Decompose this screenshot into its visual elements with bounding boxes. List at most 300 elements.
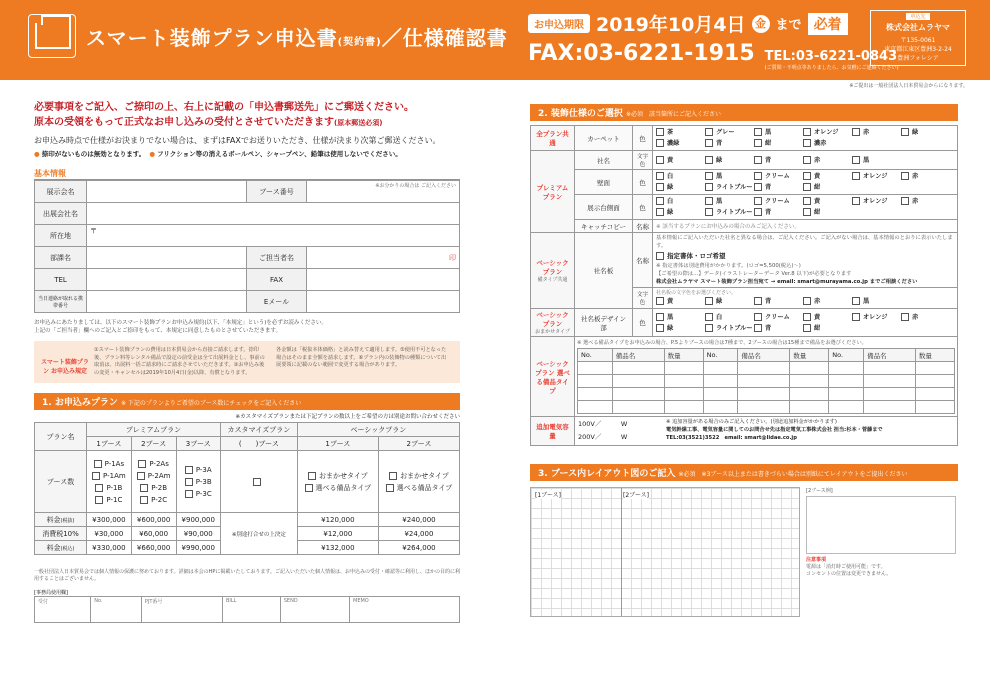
color-opt: 黄: [814, 313, 821, 321]
checkbox[interactable]: [754, 324, 762, 332]
elec-note-3: TEL:03(3521)3522 email: smart@lidae.co.jp: [666, 435, 797, 441]
checkbox[interactable]: [852, 297, 860, 305]
email-label: Eメール: [247, 291, 307, 313]
address-label: 所在地: [35, 225, 87, 247]
checkbox[interactable]: [656, 183, 664, 191]
page-title: スマート装飾プラン申込書(契約書)／仕様確認書: [86, 25, 508, 50]
sample-diagram: [806, 496, 956, 554]
design-color-label: 色: [633, 309, 653, 337]
checkbox[interactable]: [253, 478, 261, 486]
checkbox[interactable]: [656, 297, 664, 305]
checkbox[interactable]: [705, 313, 713, 321]
opt-basic1-omakase: おまかせタイプ: [319, 471, 368, 480]
fee-p2: ¥600,000: [131, 513, 176, 527]
section3-note: ※必須 ※3ブース以上または書きづらい場合は別紙にてレイアウトをご提出ください: [678, 471, 908, 478]
tel-note: (ご質問・不明点等ありましたら、お気軽にご連絡ください): [764, 65, 899, 71]
right-panel: [530, 100, 958, 617]
catch-field[interactable]: [653, 220, 958, 233]
checkbox[interactable]: [901, 172, 909, 180]
elec-100v-field[interactable]: 100V／ W: [578, 420, 628, 428]
color-opt: グレー: [716, 129, 735, 136]
opt-p1b: P-1B: [106, 483, 123, 492]
tel-label: TEL: [35, 269, 87, 291]
checkbox[interactable]: [389, 472, 397, 480]
basic-1booth: 1ブース: [297, 437, 378, 451]
color-opt: 緑: [716, 298, 723, 305]
design-colors: [653, 309, 958, 337]
color-opt: ライトブルー: [716, 324, 753, 332]
layout-grid[interactable]: [530, 487, 800, 617]
checkbox[interactable]: [754, 128, 762, 136]
col-item: 備品名: [738, 349, 790, 362]
section1-bar: [34, 393, 460, 410]
sign-note: 基本情報にご記入いただいた社名と異なる場合は、ご記入ください。ご記入がない場合は、基本情報のとおりに表示いたします。: [656, 235, 953, 249]
opt-p2b: P-2B: [151, 483, 168, 492]
premium-3-options: [176, 451, 220, 513]
color-opt: 赤: [912, 198, 919, 205]
color-opt: 赤: [814, 156, 821, 164]
checkbox[interactable]: [656, 172, 664, 180]
office-send: SEND: [280, 597, 349, 623]
booth-note: ※お分かりの場合は ご記入ください: [375, 183, 456, 189]
checkbox[interactable]: [138, 460, 146, 468]
postal: 〒135-0061: [900, 37, 936, 44]
color-opt: 青: [765, 298, 772, 305]
office-table: [34, 596, 460, 623]
elec-200v-field[interactable]: 200V／ W: [578, 433, 628, 441]
total-b1: ¥132,000: [297, 541, 378, 555]
checkbox[interactable]: [140, 496, 148, 504]
color-opt: 白: [667, 173, 674, 180]
intro-fax: お申込み時点で仕様がお決まりでない場合は、まずはFAXでお送りいただき、仕様が決まり次第ご郵送ください。: [34, 136, 441, 145]
color-opt: 紺: [765, 140, 772, 147]
color-opt: 赤: [912, 173, 919, 180]
terms-col-1: ①スマート装飾プランの費用は日本貿易会から直接ご請求します。捺印後、プラン料等レンタル備品で設定の前受金は全て出展料金とし、事前の取消は、出展料一括ご請求時にご請求させていただきます。③お申込み後の変更・キャンセルは2019年10月4日(金)以降、有償となります。: [94, 347, 265, 376]
checkbox[interactable]: [852, 128, 860, 136]
catch-label: キャッチコピー: [575, 220, 633, 233]
address-field[interactable]: [87, 225, 460, 247]
color-opt: 赤: [814, 298, 821, 305]
agreement-note: [34, 319, 460, 335]
office-bill: BILL: [222, 597, 280, 623]
checkbox[interactable]: [185, 466, 193, 474]
checkbox[interactable]: [803, 297, 811, 305]
checkbox[interactable]: [656, 197, 664, 205]
section3-title: 3. ブース内レイアウト図のご記入: [538, 469, 676, 479]
fax-number: FAX:03-6221-1915: [528, 41, 755, 66]
header-left: [28, 14, 508, 58]
color-opt: クリーム: [765, 198, 790, 205]
terms-box: [34, 341, 460, 383]
color-opt: 黄: [814, 198, 821, 205]
checkbox[interactable]: [754, 156, 762, 164]
color-opt: 青: [765, 324, 772, 332]
office-pjt: PJT番号: [141, 597, 222, 623]
checkbox[interactable]: [754, 297, 762, 305]
checkbox[interactable]: [803, 324, 811, 332]
sign-field[interactable]: [653, 233, 958, 288]
color-opt: ライトブルー: [716, 209, 753, 216]
basic-header: ベーシックプラン: [297, 423, 459, 437]
plan-name-header: プラン名: [35, 423, 87, 451]
dept-field[interactable]: [87, 247, 247, 269]
basic-2booth: 2ブース: [378, 437, 459, 451]
terms-title: スマート装飾プラン お申込み規定: [41, 359, 89, 375]
privacy-note: 一般社団法人日本貿易会では個人情報の保護に努めております。詳細は本会のHPに掲載いたしております。ご記入いただいた個人情報は、お申込みの受付・確認等に利用し、ほかの目的に利用することはございません。: [34, 569, 460, 582]
table-row[interactable]: [578, 401, 955, 414]
company-name: 株式会社ムラヤマ: [886, 23, 950, 32]
premium-1booth: 1ブース: [87, 437, 132, 451]
tax-b1: ¥12,000: [297, 527, 378, 541]
grid-1booth-label: [1ブース]: [535, 492, 562, 499]
checkbox[interactable]: [185, 490, 193, 498]
choose-cell: [575, 337, 958, 417]
exhibitor-label: 展示会名: [35, 181, 87, 203]
checkbox[interactable]: [656, 139, 664, 147]
checkbox[interactable]: [803, 208, 811, 216]
deadline-day: 金: [752, 15, 770, 33]
seal-mark: 印: [449, 253, 456, 262]
plan-table: [34, 422, 460, 555]
agreement-note-2: 上記の「ご担当者」欄へのご記入とご捺印をもって、本規定に同意したものとさせていただきます。: [34, 328, 281, 334]
color-opt: 茶: [667, 129, 674, 136]
checkbox[interactable]: [803, 128, 811, 136]
checkbox[interactable]: [656, 128, 664, 136]
col-no: No.: [829, 349, 864, 362]
choose-note: ※ 選べる備品タイプをお申込みの場合、P.5よりブースの場合は7種まで、2ブースの場合は15種まで備品をお選びください。: [577, 340, 867, 346]
checkbox[interactable]: [656, 208, 664, 216]
color-opt: 赤: [863, 129, 870, 136]
deadline-tag: お申込期限: [528, 14, 590, 33]
col-qty: 数量: [664, 349, 703, 362]
left-panel: [34, 100, 460, 623]
checkbox[interactable]: [185, 478, 193, 486]
premium-2-options: [131, 451, 176, 513]
sign-colors: [653, 288, 958, 309]
premium-1-options: [87, 451, 132, 513]
sign-text-color-label: 文字色: [633, 288, 653, 309]
opt-basic2-select: 選べる備品タイプ: [396, 483, 453, 492]
font-note-2: 【ご希望の際は…】データ(イラストレーターデータ Ver.8 以下)が必要となります: [656, 271, 852, 277]
checkbox[interactable]: [137, 472, 145, 480]
checkbox[interactable]: [386, 484, 394, 492]
color-opt: 黒: [716, 173, 723, 180]
color-opt: オレンジ: [863, 198, 888, 205]
color-opt: オレンジ: [863, 313, 888, 321]
header-bar: [0, 0, 990, 80]
office-receipt: 受付: [35, 597, 91, 623]
side-wall-label: 展示台側面: [575, 195, 633, 220]
tax-p1: ¥30,000: [87, 527, 132, 541]
company-label: 出展会社名: [35, 203, 87, 225]
premium-2booth: 2ブース: [131, 437, 176, 451]
checkbox[interactable]: [901, 197, 909, 205]
checkbox[interactable]: [705, 197, 713, 205]
office-title: [事務局使用欄]: [34, 590, 68, 596]
deadline-required: 必着: [808, 13, 848, 35]
exhibitor-field[interactable]: [87, 181, 247, 203]
wall-color-label: 色: [633, 170, 653, 195]
opt-p3a: P-3A: [195, 465, 212, 474]
color-opt: 青: [765, 209, 772, 216]
col-item: 備品名: [612, 349, 664, 362]
grid-2booth-label: [2ブース]: [623, 492, 650, 499]
total-p3: ¥990,000: [176, 541, 220, 555]
checkbox[interactable]: [852, 156, 860, 164]
opt-p3b: P-3B: [195, 477, 212, 486]
deadline-block: [528, 10, 899, 71]
dept-label: 部課名: [35, 247, 87, 269]
color-opt: 黒: [667, 313, 674, 321]
fee-label: 料金(税抜): [35, 513, 87, 527]
tel-number: TEL:03-6221-0843: [764, 49, 898, 64]
color-opt: 赤: [912, 313, 919, 321]
opt-p3c: P-3C: [195, 489, 212, 498]
color-opt: 黒: [863, 156, 870, 164]
company-name-label: 社名: [575, 151, 633, 170]
deadline-made: まで: [775, 18, 802, 33]
checkbox[interactable]: [308, 472, 316, 480]
total-p2: ¥660,000: [131, 541, 176, 555]
intro-line2-small: (原本郵送必須): [334, 119, 383, 127]
color-opt: 緑: [667, 324, 674, 332]
checkbox[interactable]: [754, 197, 762, 205]
opt-basic2-omakase: おまかせタイプ: [400, 471, 449, 480]
checkbox[interactable]: [705, 128, 713, 136]
checkbox[interactable]: [705, 139, 713, 147]
checkbox[interactable]: [94, 460, 102, 468]
company-field[interactable]: [87, 203, 460, 225]
color-opt: 緑: [912, 129, 919, 136]
sample-title: [2ブース例]: [806, 488, 833, 494]
office-memo: MEMO: [350, 597, 460, 623]
checkbox[interactable]: [140, 484, 148, 492]
address-line2: 豊洲フォレシア: [897, 55, 939, 62]
color-opt: 青: [765, 156, 772, 164]
catch-name-label: 名称: [633, 220, 653, 233]
section1-title: 1. お申込みプラン: [42, 398, 118, 408]
section3-bar: [530, 464, 958, 481]
col-qty: 数量: [790, 349, 829, 362]
catch-note: ※ 該当するプランにお申込みの場合のみご記入ください。: [656, 224, 800, 230]
sign-name-label: 名称: [633, 233, 653, 288]
fee-p1: ¥300,000: [87, 513, 132, 527]
color-opt: 青: [716, 140, 723, 147]
color-opt: クリーム: [765, 313, 790, 321]
checkbox[interactable]: [305, 484, 313, 492]
elec-note-2: 電気幹線工事、電気容量に関してのお問合せ先は指定電気工事株式会社 担当:杉本・菅藤まで: [666, 427, 883, 433]
carpet-group: 全プラン共通: [531, 126, 575, 151]
fee-p3: ¥900,000: [176, 513, 220, 527]
table-row[interactable]: [578, 362, 955, 375]
color-opt: 濃赤: [814, 140, 827, 147]
checkbox[interactable]: [901, 128, 909, 136]
basic-info-title: 基本情報: [34, 168, 460, 180]
deadline-date: 2019年10月4日: [596, 14, 746, 36]
custom-header: カスタマイズプラン: [220, 423, 297, 437]
checkbox[interactable]: [803, 183, 811, 191]
color-opt: 白: [716, 313, 723, 321]
tax-p2: ¥60,000: [131, 527, 176, 541]
bullet-2: フリクション等の消えるボールペン、シャープペン、鉛筆は使用しないでください。: [157, 150, 402, 158]
intro-instructions: [34, 100, 460, 131]
agreement-note-1: お申込みにあたりましては、以下のスマート装飾プランお申込み規約(以下、「本規定」という)を必ずお読みください。: [34, 320, 327, 326]
checkbox[interactable]: [803, 313, 811, 321]
basic-group: ベーシックプラン 備タイプ共通: [531, 233, 575, 309]
design-group: ベーシックプラン おまかせタイプ: [531, 309, 575, 337]
color-opt: オレンジ: [814, 129, 839, 136]
fax-label: FAX: [247, 269, 307, 291]
person-label: ご担当者名: [247, 247, 307, 269]
color-opt: 緑: [667, 209, 674, 216]
booth-label: ブース番号: [247, 181, 307, 203]
checkbox[interactable]: [901, 313, 909, 321]
color-opt: ライトブルー: [716, 184, 753, 191]
intro-line1: 必要事項をご記入、ご捺印の上、右上に記載の「申込書郵送先」にご郵送ください。: [34, 102, 414, 113]
sample-line-1: 電源は「消灯時ご使用可能」です。: [806, 564, 886, 570]
email-field[interactable]: [307, 291, 460, 313]
sample-line-2: コンセントの位置は変更できません。: [806, 571, 892, 577]
checkbox[interactable]: [754, 172, 762, 180]
checkbox[interactable]: [95, 496, 103, 504]
address-box: [870, 10, 966, 66]
opt-p2as: P-2As: [149, 459, 169, 468]
color-opt: 黄: [667, 298, 674, 305]
carpet-colors: [653, 126, 958, 151]
color-opt: 紺: [814, 209, 821, 216]
booth-field[interactable]: [307, 181, 460, 203]
choose-group: ベーシックプラン 選べる備品タイプ: [531, 337, 575, 417]
basic-1-options: [297, 451, 378, 513]
opt-p1am: P-1Am: [103, 471, 126, 480]
color-opt: 紺: [814, 184, 821, 191]
color-opt: 紺: [814, 324, 821, 332]
side-colors: [653, 195, 958, 220]
total-label: 料金(税込): [35, 541, 87, 555]
col-item: 備品名: [864, 349, 916, 362]
checkbox[interactable]: [705, 208, 713, 216]
checkbox[interactable]: [92, 472, 100, 480]
basic-info-table: [34, 180, 460, 313]
layout-sample: [806, 487, 956, 617]
section2-bar: [530, 104, 958, 121]
col-qty: 数量: [915, 349, 954, 362]
checkbox[interactable]: [656, 252, 664, 260]
fee-b2: ¥240,000: [378, 513, 459, 527]
design-label: 社名板デザイン部: [575, 309, 633, 337]
checkbox[interactable]: [705, 156, 713, 164]
checkbox[interactable]: [803, 197, 811, 205]
color-opt: 白: [667, 198, 674, 205]
tax-p3: ¥90,000: [176, 527, 220, 541]
side-color-label: 色: [633, 195, 653, 220]
checkbox[interactable]: [656, 156, 664, 164]
checkbox[interactable]: [852, 313, 860, 321]
checkbox[interactable]: [803, 139, 811, 147]
checkbox[interactable]: [656, 324, 664, 332]
layout-area: [530, 487, 958, 617]
terms-col-2: 各金額は「税抜本体価格」と読み替えて適用します。⑤使用不可となった場合はそのまま全額を請求します。⑥プラン内の装飾物の種類について出展要領に記載のない範囲で変更する場合があります。: [276, 347, 447, 368]
checkbox[interactable]: [705, 324, 713, 332]
checkbox[interactable]: [852, 172, 860, 180]
color-opt: 緑: [716, 156, 723, 164]
checkbox[interactable]: [705, 183, 713, 191]
office-no: No.: [91, 597, 142, 623]
spec-table: [530, 125, 958, 446]
color-opt: 青: [765, 184, 772, 191]
section2-note: ※必須 該当箇所にご記入ください: [625, 111, 721, 118]
intro-line2: 原本の受領をもって正式なお申し込みの受付とさせていただきます: [34, 117, 334, 128]
fee-b1: ¥120,000: [297, 513, 378, 527]
checkbox[interactable]: [852, 197, 860, 205]
elec-note-1: ※ 追加容量がある場合のみご記入ください。(別途追加料金がかかります): [666, 419, 837, 425]
premium-header: プレミアムプラン: [87, 423, 221, 437]
carpet-color-label: 色: [633, 126, 653, 151]
tel-field[interactable]: [87, 269, 247, 291]
table-row[interactable]: [578, 388, 955, 401]
checkbox[interactable]: [95, 484, 103, 492]
opt-p2am: P-2Am: [147, 471, 171, 480]
fax-field[interactable]: [307, 269, 460, 291]
opt-p1c: P-1C: [106, 495, 123, 504]
custom-fee: ※別途打合せの上決定: [220, 513, 297, 555]
signboard-label: 社名板: [575, 233, 633, 309]
mobile-field[interactable]: [87, 291, 247, 313]
checkbox[interactable]: [656, 313, 664, 321]
checkbox[interactable]: [754, 313, 762, 321]
checkbox[interactable]: [754, 183, 762, 191]
postal-mark: 〒: [90, 227, 97, 235]
sample-notice-title: 注意事項: [806, 557, 827, 563]
checkbox[interactable]: [705, 172, 713, 180]
text-color-label: 文字色: [633, 151, 653, 170]
elec-group: 追加電気容量: [531, 417, 575, 446]
color-opt: 黄: [667, 156, 674, 164]
address-line1: 東京都江東区豊洲3-2-24: [884, 46, 952, 53]
section2-title: 2. 装飾仕様のご選択: [538, 109, 623, 119]
checkbox[interactable]: [803, 156, 811, 164]
checkbox[interactable]: [803, 172, 811, 180]
custom-option: [220, 451, 297, 513]
font-logo-option: 指定書体・ロゴ希望: [667, 252, 726, 260]
color-opt: 緑: [667, 184, 674, 191]
col-no: No.: [578, 349, 613, 362]
font-note-1: ※ 指定書体は別途費用がかかります。(ロゴ=5,500(税込)～): [656, 263, 801, 269]
basic-2-options: [378, 451, 459, 513]
header-footnote: ※ご提出は一般社団法人日本貿易会からになります。: [849, 83, 968, 89]
elec-cell: [575, 417, 958, 446]
color-opt: 黄: [814, 173, 821, 180]
opt-p2c: P-2C: [151, 495, 168, 504]
person-field[interactable]: [307, 247, 460, 269]
wall-colors: [653, 170, 958, 195]
equipment-table: [577, 348, 955, 414]
mobile-label: 当日連絡が取れる携帯番号: [35, 291, 87, 313]
sign-color-note: 社名板の文字色をお選びください。: [656, 290, 737, 296]
table-row[interactable]: [578, 375, 955, 388]
col-no: No.: [703, 349, 738, 362]
color-opt: 黒: [765, 129, 772, 136]
checkbox[interactable]: [705, 297, 713, 305]
tax-b2: ¥24,000: [378, 527, 459, 541]
premium-3booth: 3ブース: [176, 437, 220, 451]
opt-p1as: P-1As: [104, 459, 125, 468]
booth-icon: [28, 14, 76, 58]
checkbox[interactable]: [754, 139, 762, 147]
section1-note: ※ 下記のプランよりご希望のブース数にチェックをご記入ください: [120, 400, 302, 407]
bullet-1: 捺印がないものは無効となります。: [41, 150, 146, 158]
checkbox[interactable]: [754, 208, 762, 216]
